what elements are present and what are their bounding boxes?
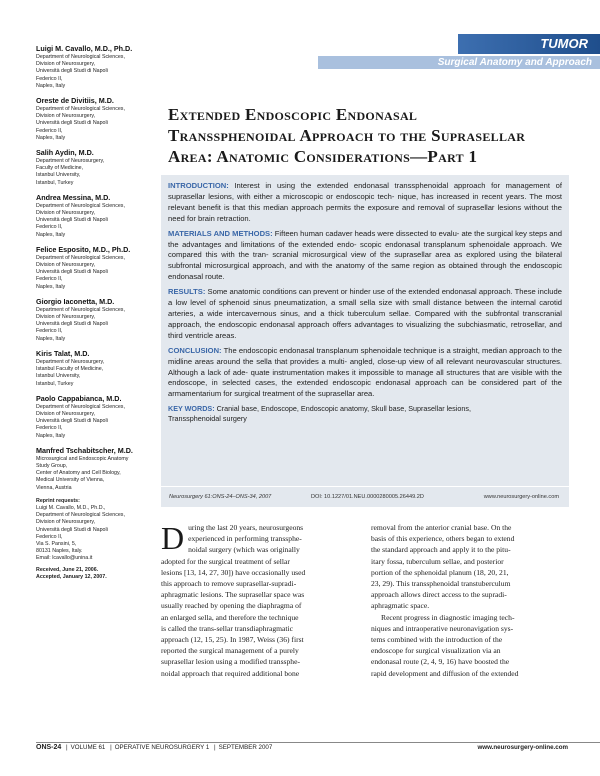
- author-affiliation-line: Department of Neurological Sciences,: [36, 403, 125, 410]
- author-affiliation-line: Microsurgical and Endoscopic Anatomy: [36, 455, 129, 462]
- author-affiliation-line: Department of Neurological Sciences,: [36, 54, 125, 60]
- body-text-line: approach (12, 15, 25). In 1987, Weiss (36) first: [161, 635, 304, 645]
- author-affiliation-line: Department of Neurological Sciences,: [36, 306, 125, 313]
- body-text-line: itary fossa, tuberculum sellae, and posterior: [371, 556, 504, 566]
- abstract-label: MATERIALS AND METHODS:: [168, 228, 273, 238]
- section-banner: Surgical Anatomy and Approach: [318, 56, 600, 69]
- body-text-line: uring the last 20 years, neurosurgeons: [188, 523, 304, 532]
- keywords-label: KEY WORDS:: [168, 404, 215, 414]
- reprint-line: Email: lcavallo@unina.it: [36, 555, 93, 562]
- page-number: ONS-24: [36, 744, 62, 751]
- reprint-line: Luigi M. Cavallo, M.D., Ph.D.,: [36, 504, 106, 511]
- author-affiliation-line: Division of Neurosurgery,: [36, 410, 96, 417]
- author-affiliation-line: Istanbul University,: [36, 373, 81, 380]
- body-text-line: aphragmatic lesions. The suprasellar space was: [161, 590, 305, 600]
- body-text-line: portion of the sphenoidal planum (18, 20, 21,: [371, 567, 509, 577]
- reprint-line: Via S. Pansini, 5,: [36, 540, 77, 547]
- author-affiliation-line: Federico II,: [36, 328, 63, 335]
- citation-row: [161, 486, 569, 507]
- author-affiliation-line: Vienna, Austria: [36, 484, 72, 491]
- website-link[interactable]: www.neurosurgery-online.com: [483, 494, 559, 500]
- author-affiliation-line: Center of Anatomy and Cell Biology,: [36, 470, 121, 477]
- reprint-line: Federico II,: [36, 533, 63, 540]
- author-affiliation-line: Medical University of Vienna,: [36, 477, 105, 484]
- accepted-date: Accepted, January 12, 2007.: [36, 573, 107, 580]
- abstract-text-line: for management of suprasellar lesions, with either a microscopic or endoscopic tech-: [168, 181, 562, 201]
- abstract-text-line: ate the surgical key steps and the advantages and limitations of the extended endo-: [168, 228, 562, 249]
- author-affiliation-line: Department of Neurological Sciences,: [36, 106, 125, 113]
- author-name: Andrea Messina, M.D.: [36, 192, 111, 202]
- reprint-line: 80131 Naples, Italy.: [36, 548, 83, 555]
- keywords-line-1: Cranial base, Endoscope, Endoscopic anatomy, Skull base, Suprasellar lesions,: [216, 404, 471, 414]
- body-text-line: basis of this experience, others began to extend: [371, 534, 515, 544]
- body-text-line: is called the trans-sellar transdiaphragmatic: [161, 623, 293, 633]
- author-affiliation-line: Federico II,: [36, 276, 63, 283]
- body-text-line: approach allows direct access to the supradi-: [371, 590, 507, 600]
- author-affiliation-line: Federico II,: [36, 425, 63, 432]
- body-text-line: usually reached by opening the diaphragma of: [161, 601, 302, 611]
- author-affiliation-line: Federico II,: [36, 75, 63, 82]
- author-affiliation-line: Faculty of Medicine,: [36, 165, 84, 172]
- body-text-line: noidal surgery (which was originally: [188, 545, 300, 555]
- reprint-line: Università degli Studi di Napoli: [36, 526, 108, 533]
- abstract-text-line: subfrontal microsurgical approach, and with the anatomy of the same region as obtained: [168, 261, 478, 271]
- body-text-line: suprasellar lesion using a modified transsphe-: [161, 657, 300, 667]
- abstract-text-line: the endoscopic endonasal approach offers advantages to visualizing the subchiasmatic,: [204, 319, 508, 329]
- author-affiliation-line: Study Group,: [36, 462, 68, 469]
- abstract-conclusion: [168, 346, 562, 401]
- author-affiliation-line: Federico II,: [36, 224, 63, 231]
- abstract-text-line: scopic endonasal transplanum sphenoidale approach. We compared this with the tran-: [168, 239, 562, 260]
- dropcap: D: [161, 520, 185, 556]
- citation: Neurosurgery 61:ONS-24–ONS-34, 2007: [169, 494, 272, 500]
- footer-website[interactable]: www.neurosurgery-online.com: [477, 744, 568, 751]
- author-affiliation-line: Department of Neurological Sciences,: [36, 202, 125, 209]
- category-banner: TUMOR: [458, 34, 600, 54]
- abstract-keywords: [168, 404, 562, 424]
- author-affiliation-line: Department of Neurological Sciences,: [36, 254, 125, 261]
- abstract-text-line: approach permits the exposure and removal of suprasellar lesions without the need for: [168, 202, 562, 223]
- author-affiliation-line: Istanbul Faculty of Medicine,: [36, 366, 104, 373]
- author-sidebar: [36, 44, 162, 581]
- abstract-text-line: through the endoscopic endonasal route.: [168, 261, 562, 282]
- author-affiliation-line: Istanbul, Turkey: [36, 179, 74, 186]
- body-text-line: adopted for the surgical treatment of sellar: [161, 556, 290, 566]
- title-line-2: Transsphenoidal Approach to the Suprasellar: [168, 126, 526, 145]
- body-column-2: [371, 522, 569, 679]
- body-text-line: aphragmatic space.: [371, 601, 430, 611]
- body-column-1: [161, 522, 359, 679]
- abstract-methods: [168, 229, 562, 284]
- author-affiliation-line: Naples, Italy: [36, 283, 66, 290]
- abstract-text-line: size with small distance between the internal carotid arteries, a wide intercavernous: [168, 298, 562, 318]
- body-text-line: this approach to remove suprasellar-supradi-: [161, 579, 297, 589]
- abstract-text-line: the endoscope, in selected cases, the extended endoscopic endonasal approach can: [168, 367, 562, 388]
- abstract-label: CONCLUSION:: [168, 345, 222, 355]
- author-affiliation-line: Division of Neurosurgery,: [36, 314, 96, 321]
- author-affiliation-line: Università degli Studi di Napoli: [36, 120, 108, 127]
- author-name: Felice Esposito, M.D., Ph.D.: [36, 244, 131, 254]
- abstract-text-line: quate instrumentation makes it impossible to manage all structures that are visible with: [250, 367, 549, 377]
- author-affiliation-line: Naples, Italy: [36, 82, 66, 89]
- author-affiliation-line: Istanbul, Turkey: [36, 380, 74, 387]
- author-affiliation-line: Department of Neurosurgery,: [36, 158, 105, 165]
- title-line-1: Extended Endoscopic Endonasal: [168, 105, 418, 124]
- abstract-text-line: Some anatomic conditions can prevent or hinder use of the extended endonasal: [207, 287, 477, 297]
- author-affiliation-line: Federico II,: [36, 127, 63, 134]
- author-name: Luigi M. Cavallo, M.D., Ph.D.: [36, 44, 133, 53]
- abstract-text-line: angled, close-up view of all relevant neurovascular structures. Although a lack of ade-: [168, 356, 563, 377]
- author-affiliation-line: Università degli Studi di Napoli: [36, 217, 108, 224]
- author-affiliation-line: Division of Neurosurgery,: [36, 210, 96, 217]
- body-text-line: the standard approach and apply it to the pitu-: [371, 545, 511, 555]
- abstract-text-line: be considered part of the armamentarium for surgical treatment of the suprasellar area.: [168, 378, 562, 399]
- author-name: Manfred Tschabitscher, M.D.: [36, 445, 133, 455]
- keywords-line-2: Transsphenoidal surgery: [168, 414, 247, 424]
- body-text-line: removal from the anterior cranial base. On the: [371, 523, 512, 532]
- body-text-line: experienced in performing transsphe-: [188, 534, 302, 544]
- footer-divider: [36, 742, 600, 743]
- body-text-line: niques and intraoperative neuronavigation sys-: [371, 623, 514, 633]
- abstract-text-line: Interest in using the extended endonasal transsphenoidal approach: [234, 181, 486, 190]
- reprint-line: Division of Neurosurgery,: [36, 519, 96, 526]
- author-name: Paolo Cappabianca, M.D.: [36, 393, 122, 403]
- footer-left: ONS-24 | VOLUME 61 | OPERATIVE NEUROSURGERY 1 | SEPTEMBER 2007: [36, 744, 273, 751]
- author-affiliation-line: Division of Neurosurgery,: [36, 61, 96, 68]
- author-affiliation-line: Naples, Italy: [36, 231, 66, 238]
- abstract-text-line: Fifteen human cadaver heads were dissected to evalu-: [274, 228, 460, 238]
- author-affiliation-line: Department of Neurosurgery,: [36, 358, 105, 365]
- author-affiliation-line: Naples, Italy: [36, 335, 66, 342]
- abstract-text-line: scranial microsurgical view of the suprasellar area as explored using the bilateral: [272, 250, 562, 260]
- body-text-line: endoscope for surgical visualization via an: [371, 646, 501, 656]
- body-text-line: an enlarged sella, and therefore the technique: [161, 612, 299, 622]
- abstract-text-line: straight, median approach to the midline areas around the sella that provides a multi-: [168, 345, 562, 366]
- abstract-text-line: brain retraction.: [198, 213, 251, 223]
- footer-volume: VOLUME 61: [70, 744, 106, 751]
- footer-date: SEPTEMBER 2007: [218, 744, 273, 751]
- abstract-label: RESULTS:: [168, 287, 206, 297]
- abstract-results: [168, 287, 562, 342]
- reprint-heading: Reprint requests:: [36, 497, 80, 504]
- author-affiliation-line: Naples, Italy: [36, 134, 66, 141]
- abstract-text-line: sinus, and a thick tuberculum sellae. Compared with the subfrontal transcranial approach,: [168, 308, 562, 329]
- author-affiliation-line: Università degli Studi di Napoli: [36, 418, 108, 425]
- body-text-line: 23, 29). This transsphenoidal transtuberculum: [371, 579, 511, 589]
- author-affiliation-line: Naples, Italy: [36, 432, 66, 439]
- body-text-line: reported the surgical management of a purely: [161, 646, 299, 656]
- author-name: Kiris Talat, M.D.: [36, 348, 90, 358]
- body-text-line: tems combined with the introduction of the: [371, 635, 503, 645]
- author-affiliation-line: Università degli Studi di Napoli: [36, 321, 108, 328]
- body-text-line: noidal approach that required additional bone: [161, 668, 300, 678]
- title-line-3: Area: Anatomic Considerations—Part 1: [168, 147, 478, 166]
- author-affiliation-line: Division of Neurosurgery,: [36, 262, 96, 269]
- author-affiliation-line: Università degli Studi di Napoli: [36, 68, 108, 75]
- body-text-line: rapid development and diffusion of the extended: [371, 668, 519, 678]
- author-affiliation-line: Division of Neurosurgery,: [36, 113, 96, 120]
- received-date: Received, June 21, 2006.: [36, 566, 99, 573]
- reprint-line: Department of Neurological Sciences,: [36, 512, 125, 519]
- author-affiliation-line: Università degli Studi di Napoli: [36, 269, 108, 276]
- abstract-text-line: retrosellar, and third ventricle areas.: [168, 319, 562, 340]
- body-text-line: endonasal route (2, 4, 9, 16) have boosted the: [371, 657, 510, 667]
- abstract-text-line: nique, has increased in recent years. The most relevant benefit is that this median: [168, 191, 562, 212]
- abstract-box: [161, 175, 569, 507]
- doi: DOI: 10.1227/01.NEU.0000280005.26449.2D: [311, 494, 424, 500]
- author-name: Salih Aydin, M.D.: [36, 148, 94, 158]
- abstract-label: INTRODUCTION:: [168, 181, 229, 190]
- body-text-line: lesions [13, 14, 27, 30]) have occasionally used: [161, 567, 306, 577]
- abstract-text-line: approach. These include a low level of sphenoid sinus pneumatization, a small sella: [168, 287, 562, 308]
- author-affiliation-line: Istanbul University,: [36, 172, 81, 179]
- footer-journal: OPERATIVE NEUROSURGERY 1: [114, 744, 210, 751]
- article-title: [168, 104, 568, 167]
- author-name: Oreste de Divitiis, M.D.: [36, 96, 114, 106]
- body-text-line: Recent progress in diagnostic imaging tech-: [381, 612, 515, 622]
- author-name: Giorgio Iaconetta, M.D.: [36, 296, 115, 306]
- abstract-introduction: [168, 181, 562, 225]
- abstract-text-line: The endoscopic endonasal transplanum sphenoidale technique is a: [223, 345, 451, 355]
